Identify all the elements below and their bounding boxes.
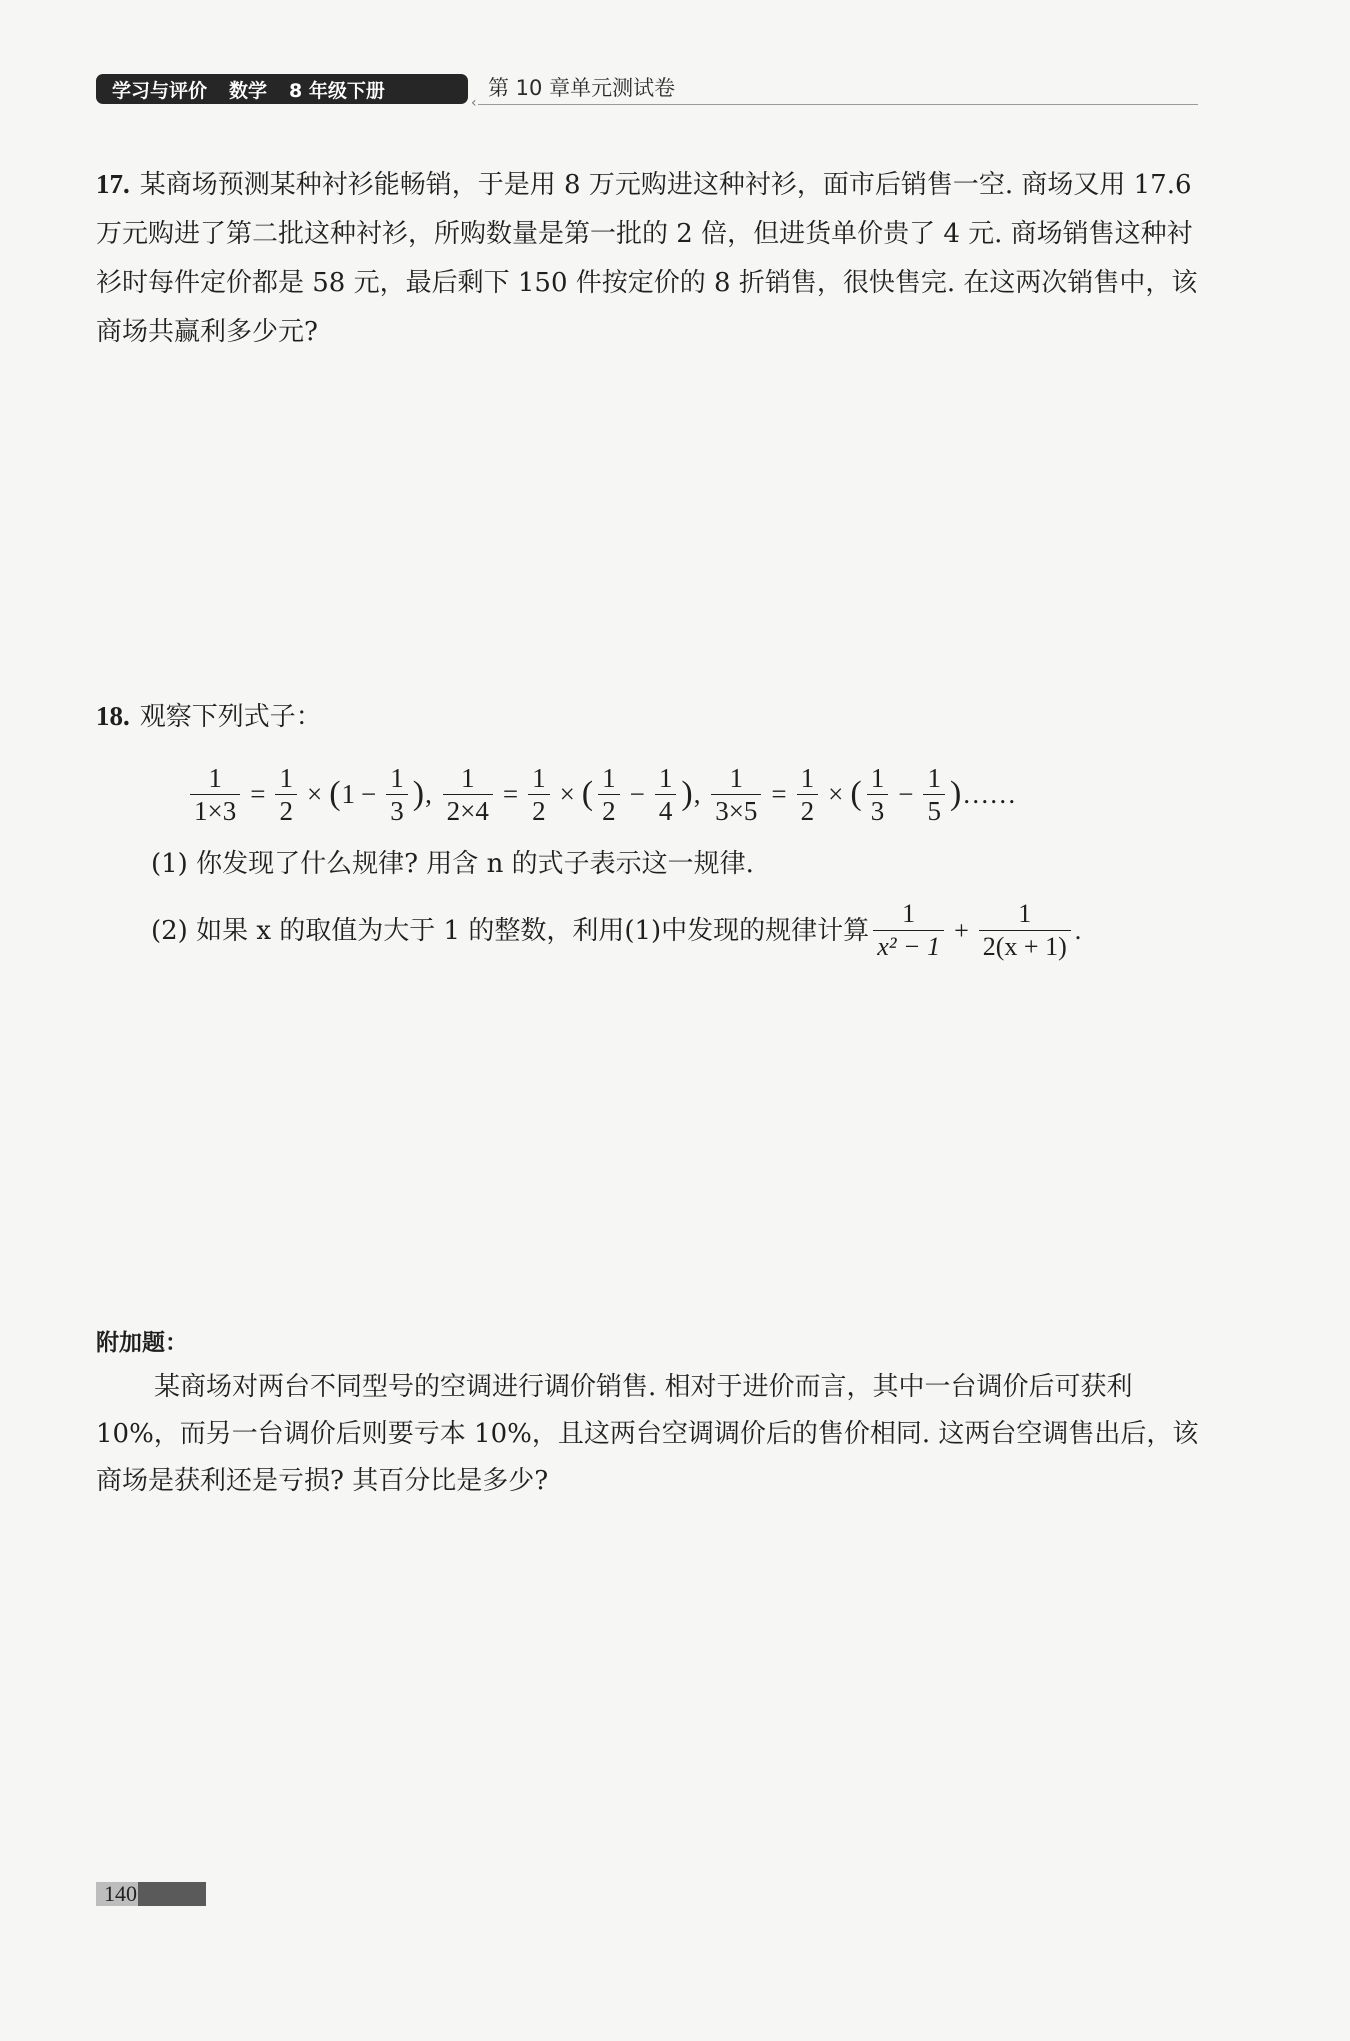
part-2-expression: $\frac{1}{\text{x² − 1}}$ + $\frac{1}{2(x + 1)}$ .	[869, 898, 1081, 963]
fraction: $\frac{1}{2}$	[528, 762, 550, 827]
subject-label: 数学	[229, 79, 268, 102]
extra-question-title: 附加题：	[96, 1330, 188, 1356]
question-text: 观察下列式子：	[139, 702, 322, 732]
page-number: 140	[104, 1881, 137, 1906]
question-number: 18.	[96, 701, 130, 731]
fraction: $\frac{1}{3\times 5}$	[711, 762, 761, 827]
part-2-text: (2) 如果 x 的取值为大于 1 的整数，利用(1)中发现的规律计算	[151, 915, 870, 946]
fraction: $\frac{1}{2\times 4}$	[443, 762, 493, 827]
fraction: $\frac{1}{3}$	[867, 762, 889, 827]
question-18-intro	[96, 692, 1206, 742]
fraction: $\frac{1}{2}$	[797, 762, 819, 827]
fraction: $\frac{1}{1\times 3}$	[190, 762, 240, 827]
fraction: $\frac{1}{2}$	[598, 762, 620, 827]
fraction: $\frac{1}{2}$	[275, 762, 297, 827]
chevron-left-icon: ‹	[471, 95, 477, 111]
question-18-part-2	[151, 898, 1081, 963]
header-divider	[478, 104, 1198, 105]
fraction: $\frac{1}{4}$	[655, 762, 677, 827]
extra-question-text: 某商场对两台不同型号的空调进行调价销售. 相对于进价而言，其中一台调价后可获利 10%，而另一台调价后则要亏本 10%，且这两台空调调价后的售价相同. 这两台空调售出后，该商场是获利还是亏损? 其百分比是多少?	[96, 1372, 1199, 1496]
ellipsis: ……	[962, 778, 1017, 809]
question-18-part-1: (1) 你发现了什么规律? 用含 n 的式子表示这一规律.	[151, 849, 754, 879]
chapter-title: 第 10 章单元测试卷	[488, 76, 676, 100]
fraction: $\frac{1}{3}$	[386, 762, 408, 827]
question-number: 17.	[96, 169, 130, 199]
question-text: 某商场预测某种衬衫能畅销，于是用 8 万元购进这种衬衫，面市后销售一空. 商场又用 17.6 万元购进了第二批这种衬衫，所购数量是第一批的 2 倍，但进货单价贵了 4 元. 商场销售这种衬衫时每件定价都是 58 元，最后剩下 150 件按定价的 8 折销售，很快售完. 在这两次销售中，该商场共赢利多少元?	[96, 170, 1198, 347]
pattern-formulas: $\frac{1}{1\times 3}$ = $\frac{1}{2}$ × ( 1 − $\frac{1}{3}$ ) , $\frac{1}{2\times 4}$ = $\frac{1}{2}$ × ( $\frac{1}{2}$ − $\frac{1}{4}$ ) , $\frac{1}{3\times 5}$ = $\frac{1}{2}$ × ( $\frac{1}{3}$ − $\frac{1}{5}$ ) ……	[186, 754, 1016, 834]
series-title: 学习与评价	[112, 79, 208, 102]
grade-label: 8 年级下册	[289, 79, 385, 102]
question-17	[96, 160, 1206, 357]
fraction: $\frac{1}{5}$	[923, 762, 945, 827]
header-bar	[96, 74, 468, 104]
